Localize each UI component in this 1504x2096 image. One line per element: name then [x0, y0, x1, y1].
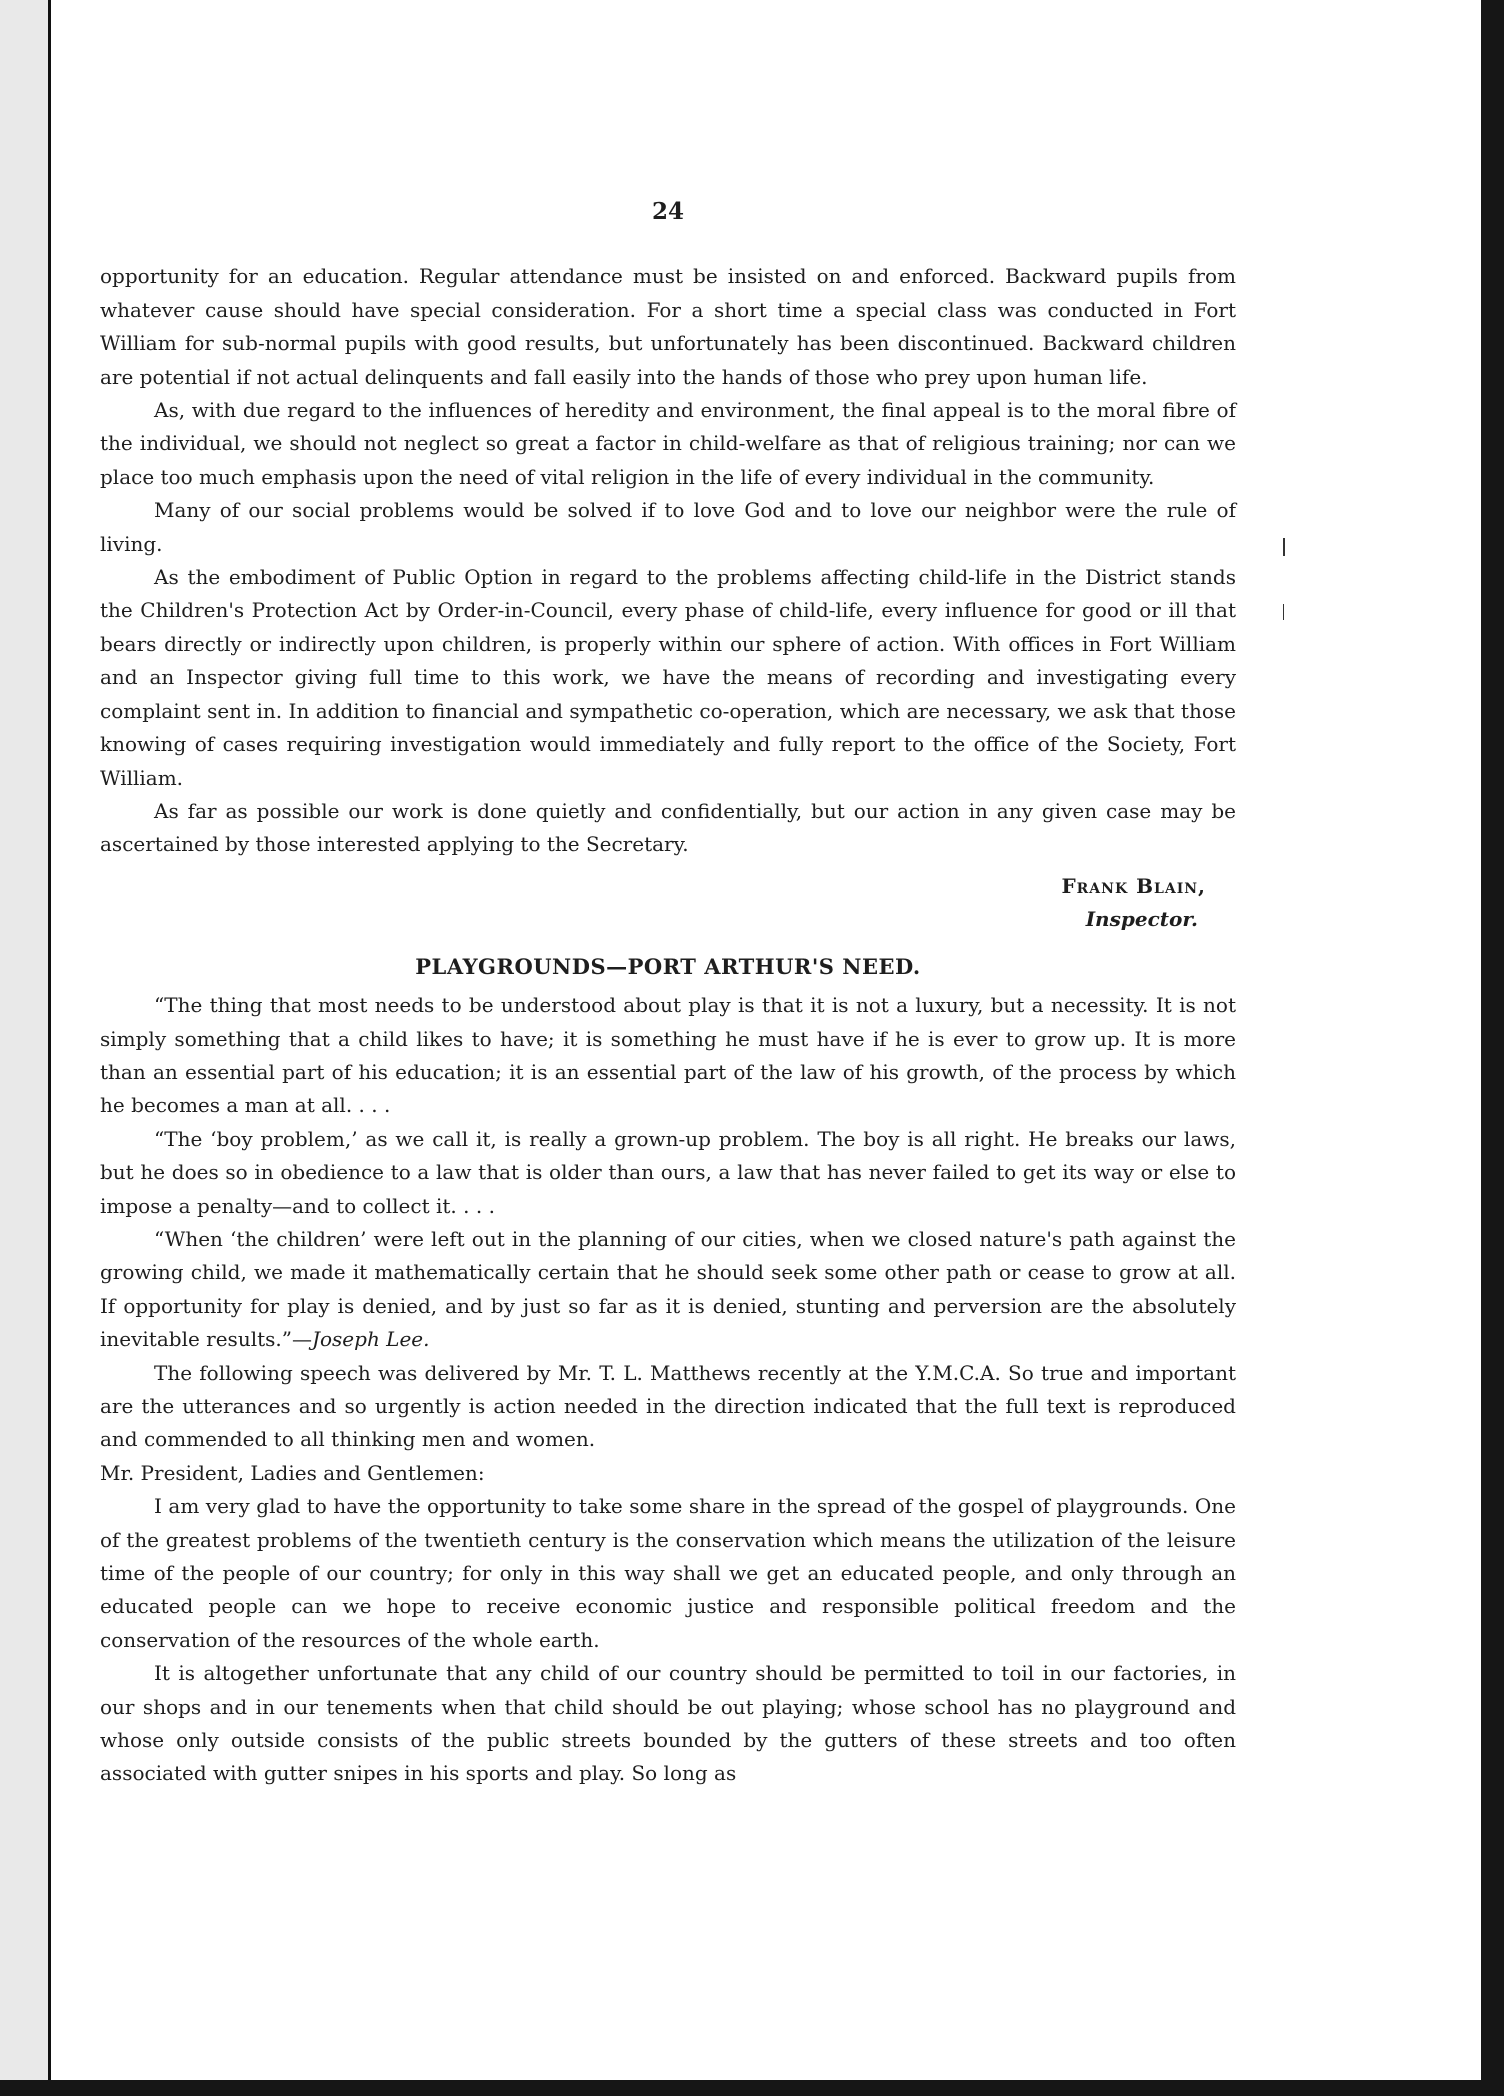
section-heading: PLAYGROUNDS—PORT ARTHUR'S NEED. [415, 953, 921, 979]
paragraph: As, with due regard to the influences of heredity and environment, the final appeal is to the moral fibre of the individual, we should not neglect so great a factor in child-welfare as that of religious training; nor can we place too much emphasis upon the need of vital religion in the life of every individual in the community. [100, 398, 1236, 489]
signature-title: Inspector. [1085, 906, 1198, 931]
right-scan-border [1478, 0, 1504, 2096]
margin-mark [1283, 604, 1284, 620]
intro-paragraph: The following speech was delivered by Mr. T. L. Matthews recently at the Y.M.C.A. So true and important are the utterances and so urgently is action needed in the direction indicated that the full text is reproduced and commended to all thinking men and women. [100, 1360, 1236, 1452]
speech-paragraph: It is altogether unfortunate that any child of our country should be permitted to toil in our factories, in our shops and in our tenements when that child should be out playing; whose school has no playground and whose only outside consists of the public streets bounded by the gutters of these streets and too often associated with gutter snipes in his sports and play. So long as [100, 1661, 1236, 1786]
page-number: 24 [651, 198, 684, 225]
quote-paragraph [100, 1223, 1236, 1357]
paragraph: Many of our social problems would be solved if to love God and to love our neighbor were the rule of living. [100, 498, 1236, 556]
quote-author: Joseph Lee. [311, 1327, 430, 1352]
speech-paragraph: I am very glad to have the opportunity to take some share in the spread of the gospel of playgrounds. One of the greatest problems of the twentieth century is the conservation which means the utilization of the leisure time of the people of our country; for only in this way shall we get an educated people, and only through an educated people can we hope to receive economic justice and responsible political freedom and the conservation of the resources of the whole earth. [100, 1494, 1236, 1652]
left-page-edge [0, 0, 52, 2096]
paragraph: As far as possible our work is done quietly and confidentially, but our action in any given case may be ascertained by those interested applying to the Secretary. [100, 798, 1236, 857]
signature-name: Frank Blain, [1061, 873, 1206, 898]
signature-block [100, 870, 1236, 936]
page-content [100, 195, 1236, 1791]
paragraph: As the embodiment of Public Option in regard to the problems affecting child-life in the District stands the Children's Protection Act by Order-in-Council, every phase of child-life, every influence for good or ill that bears directly or indirectly upon children, is properly within our sphere of action. With offices in Fort William and an Inspector giving full time to this work, we have the means of recording and investigating every complaint sent in. In addition to financial and sympathetic co-operation, which are necessary, we ask that those knowing of cases requiring investigation would immediately and fully report to the office of the Society, Fort William. [100, 565, 1236, 790]
quote-paragraph: “The thing that most needs to be understood about play is that it is not a luxury, but a necessity. It is not simply something that a child likes to have; it is something he must have if he is ever to grow up. It is more than an essential part of his education; it is an essential part of the law of his growth, of the process by which he becomes a man at all. . . . [100, 993, 1236, 1118]
bottom-scan-border [0, 2080, 1504, 2096]
quote-text: “When ‘the children’ were left out in the planning of our cities, when we closed nature's path against the growing child, we made it mathematically certain that he should seek some other path or cease to grow at all. If opportunity for play is denied, and by just so far as it is denied, stunting and perversion are the absolutely inevitable results.”— [100, 1226, 1236, 1352]
margin-mark [1283, 538, 1285, 556]
paragraph: opportunity for an education. Regular attendance must be insisted on and enforced. Backward pupils from whatever cause should have special consideration. For a short time a special class was conducted in Fort William for sub-normal pupils with good results, but unfortunately has been discontinued. Backward children are potential if not actual delinquents and fall easily into the hands of those who prey upon human life. [100, 264, 1236, 389]
quote-paragraph: “The ‘boy problem,’ as we call it, is really a grown-up problem. The boy is all right. He breaks our laws, but he does so in obedience to a law that is older than ours, a law that has never failed to get its way or else to impose a penalty—and to collect it. . . . [100, 1126, 1236, 1218]
salutation: Mr. President, Ladies and Gentlemen: [100, 1460, 485, 1485]
